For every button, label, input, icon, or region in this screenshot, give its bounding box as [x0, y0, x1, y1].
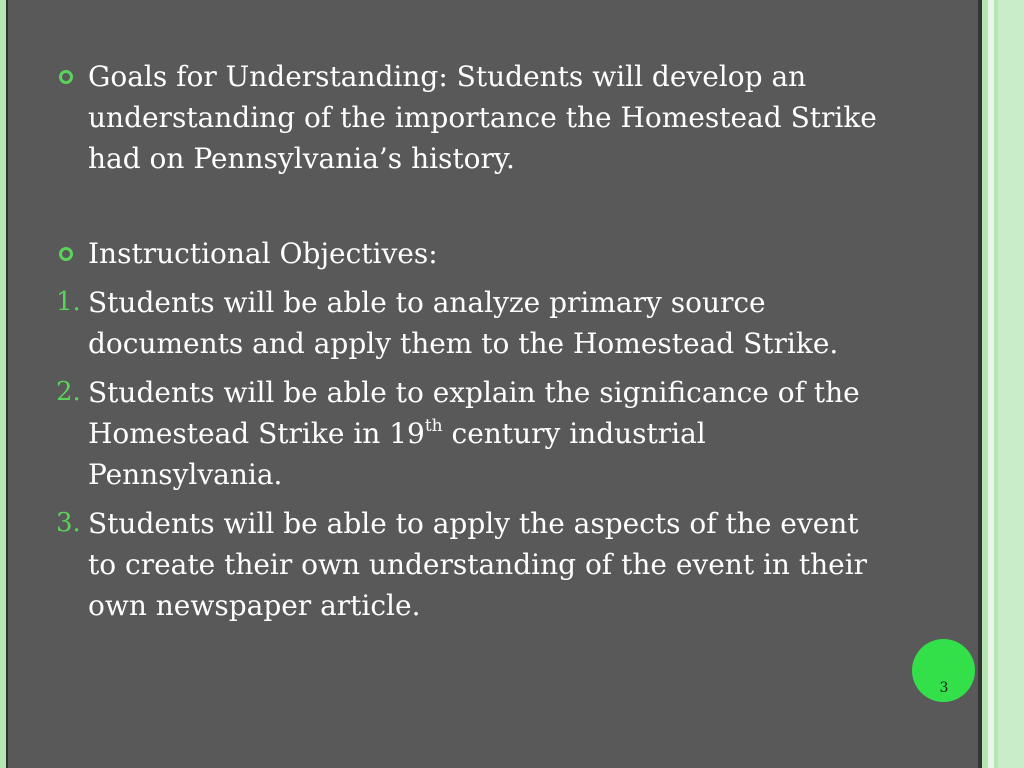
- right-border-panel: [998, 0, 1024, 768]
- objective-number: 2.: [56, 377, 81, 407]
- objectives-heading-bullet: [54, 233, 894, 274]
- goals-bullet: [54, 56, 894, 179]
- objective-number: 1.: [56, 287, 81, 317]
- objectives-heading: Instructional Objectives:: [88, 237, 438, 270]
- objective-superscript: th: [424, 415, 443, 436]
- circle-bullet-icon: [59, 247, 73, 261]
- objective-text-part-1: Students will be able to explain the significance of the Homestead Strike in 19: [88, 376, 860, 450]
- objective-item-1: [54, 282, 894, 364]
- objective-text: Students will be able to apply the aspects of the event to create their own understanding of the event in their own newspaper article.: [88, 507, 868, 622]
- slide-body: [54, 56, 894, 626]
- circle-bullet-icon: [59, 70, 73, 84]
- objective-item-2: [54, 372, 894, 495]
- left-border-shadow: [6, 0, 8, 768]
- objective-item-3: [54, 503, 894, 626]
- objective-text: Students will be able to analyze primary source documents and apply them to the Homestead Strike.: [88, 286, 839, 360]
- page-number: 3: [939, 680, 949, 696]
- goals-text: Goals for Understanding: Students will develop an understanding of the importance the Homestead Strike had on Pennsylvania’s history.: [88, 60, 877, 175]
- objective-text-part-2: century industrial Pennsylvania.: [88, 417, 706, 491]
- objective-number: 3.: [56, 508, 81, 538]
